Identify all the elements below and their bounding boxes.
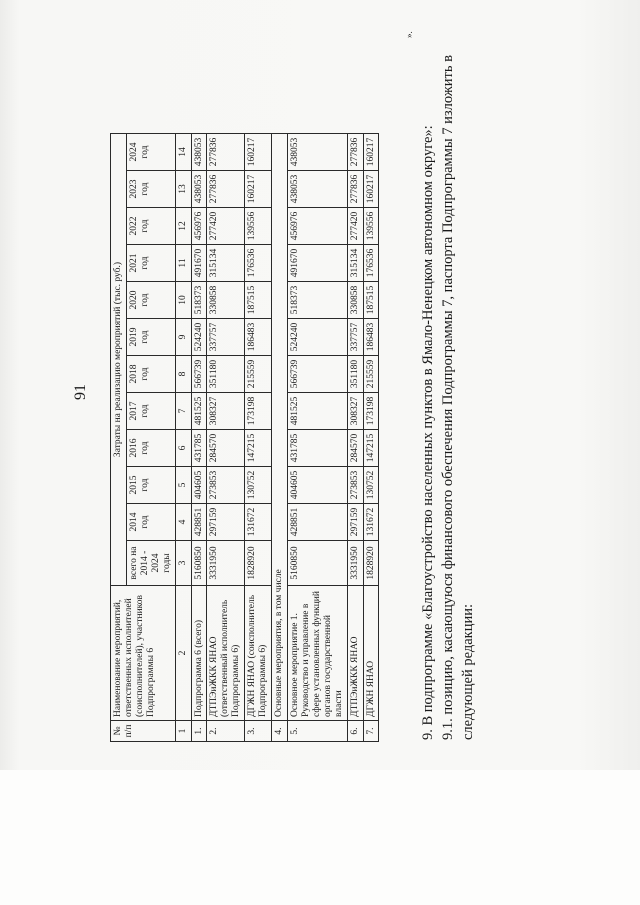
costs-table (110, 133, 379, 742)
header-year: 2020 год (126, 282, 175, 319)
column-index-cell: 2 (175, 586, 191, 721)
value-cell: 438053 (287, 171, 347, 208)
value-cell: 130752 (363, 467, 379, 504)
value-cell: 277836 (347, 134, 363, 171)
rotated-page-content (70, 20, 500, 760)
value-cell: 273853 (207, 467, 245, 504)
column-index-cell: 4 (175, 504, 191, 541)
value-cell: 438053 (191, 134, 207, 171)
row-number: 1. (191, 721, 207, 742)
value-cell: 337757 (347, 319, 363, 356)
value-cell: 491670 (287, 245, 347, 282)
column-index-cell: 11 (175, 245, 191, 282)
value-cell: 215559 (245, 356, 272, 393)
page-lower-blank (0, 770, 640, 905)
header-name: Наименование мероприятий, ответственных исполнителей (соисполнителей), участников Подпрограммы 6 (111, 586, 176, 721)
value-cell: 456976 (287, 208, 347, 245)
row-number: 5. (287, 721, 347, 742)
value-cell: 566739 (287, 356, 347, 393)
value-cell: 3331950 (207, 541, 245, 586)
header-num: № п/п (111, 721, 176, 742)
column-index-cell: 3 (175, 541, 191, 586)
header-year: 2024 год (126, 134, 175, 171)
value-cell: 566739 (191, 356, 207, 393)
value-cell: 518373 (287, 282, 347, 319)
row-number: 2. (207, 721, 245, 742)
column-index-cell: 6 (175, 430, 191, 467)
value-cell: 273853 (347, 467, 363, 504)
value-cell: 160217 (245, 171, 272, 208)
value-cell: 404605 (287, 467, 347, 504)
row-number: 6. (347, 721, 363, 742)
value-cell: 173198 (363, 393, 379, 430)
value-cell: 147215 (363, 430, 379, 467)
value-cell: 308327 (347, 393, 363, 430)
table-index-row (175, 134, 191, 742)
row-number: 3. (245, 721, 272, 742)
value-cell: 351180 (347, 356, 363, 393)
value-cell: 351180 (207, 356, 245, 393)
value-cell: 315134 (207, 245, 245, 282)
column-index-cell: 1 (175, 721, 191, 742)
column-index-cell: 12 (175, 208, 191, 245)
value-cell: 5160850 (191, 541, 207, 586)
table-row (287, 134, 347, 742)
value-cell: 1828920 (363, 541, 379, 586)
paragraph-9-1: 9.1. позицию, касающуюся финансового обеспечения Подпрограммы 7, паспорта Подпрограммы 7 изложить в (440, 55, 456, 740)
value-cell: 277836 (207, 134, 245, 171)
value-cell: 481525 (191, 393, 207, 430)
value-cell: 315134 (347, 245, 363, 282)
table-header-row (111, 134, 127, 742)
value-cell: 431785 (191, 430, 207, 467)
value-cell: 3331950 (347, 541, 363, 586)
value-cell: 147215 (245, 430, 272, 467)
column-index-cell: 5 (175, 467, 191, 504)
column-index-cell: 14 (175, 134, 191, 171)
value-cell: 524240 (287, 319, 347, 356)
page-number: 91 (72, 384, 89, 400)
value-cell: 131672 (363, 504, 379, 541)
closing-quote-mark: ». (404, 31, 414, 38)
value-cell: 431785 (287, 430, 347, 467)
header-year: 2016 год (126, 430, 175, 467)
value-cell: 308327 (207, 393, 245, 430)
table-body (191, 134, 379, 742)
value-cell: 5160850 (287, 541, 347, 586)
value-cell: 297159 (347, 504, 363, 541)
value-cell: 130752 (245, 467, 272, 504)
header-total: всего на 2014 - 2024 годы (126, 541, 175, 586)
value-cell: 173198 (245, 393, 272, 430)
value-cell: 297159 (207, 504, 245, 541)
value-cell: 438053 (191, 171, 207, 208)
table-row (191, 134, 207, 742)
value-cell: 330858 (207, 282, 245, 319)
row-name: Подпрограмма 6 (всего) (191, 586, 207, 721)
column-index-cell: 10 (175, 282, 191, 319)
value-cell: 456976 (191, 208, 207, 245)
table-row (363, 134, 379, 742)
value-cell: 491670 (191, 245, 207, 282)
value-cell: 277836 (347, 171, 363, 208)
value-cell: 277836 (207, 171, 245, 208)
table-row (272, 134, 288, 742)
value-cell: 160217 (245, 134, 272, 171)
header-year: 2023 год (126, 171, 175, 208)
column-index-cell: 8 (175, 356, 191, 393)
row-name: Основные мероприятия, в том числе (272, 134, 288, 721)
value-cell: 518373 (191, 282, 207, 319)
header-year: 2019 год (126, 319, 175, 356)
value-cell: 404605 (191, 467, 207, 504)
value-cell: 176536 (245, 245, 272, 282)
value-cell: 186483 (245, 319, 272, 356)
value-cell: 187515 (363, 282, 379, 319)
header-year: 2018 год (126, 356, 175, 393)
column-index-cell: 13 (175, 171, 191, 208)
value-cell: 438053 (287, 134, 347, 171)
column-index-cell: 7 (175, 393, 191, 430)
table-row (347, 134, 363, 742)
value-cell: 277420 (347, 208, 363, 245)
row-name: ДТПЭиЖКК ЯНАО (ответственный исполнитель Подпрограммы 6) (207, 586, 245, 721)
value-cell: 428851 (287, 504, 347, 541)
header-year: 2021 год (126, 245, 175, 282)
value-cell: 284570 (207, 430, 245, 467)
header-year: 2017 год (126, 393, 175, 430)
column-index-cell: 9 (175, 319, 191, 356)
value-cell: 330858 (347, 282, 363, 319)
value-cell: 337757 (207, 319, 245, 356)
value-cell: 524240 (191, 319, 207, 356)
value-cell: 176536 (363, 245, 379, 282)
table-row (245, 134, 272, 742)
row-name: ДГЖН ЯНАО (363, 586, 379, 721)
row-name: ДГЖН ЯНАО (соисполнитель Подпрограммы 6) (245, 586, 272, 721)
row-number: 4. (272, 721, 288, 742)
value-cell: 131672 (245, 504, 272, 541)
table-row (207, 134, 245, 742)
header-year: 2022 год (126, 208, 175, 245)
value-cell: 215559 (363, 356, 379, 393)
value-cell: 160217 (363, 134, 379, 171)
header-year: 2014 год (126, 504, 175, 541)
header-costs-group: Затраты на реализацию мероприятий (тыс. руб.) (111, 134, 127, 586)
value-cell: 277420 (207, 208, 245, 245)
header-year: 2015 год (126, 467, 175, 504)
paragraph-continuation: следующей редакции: (460, 603, 476, 740)
value-cell: 139556 (363, 208, 379, 245)
value-cell: 1828920 (245, 541, 272, 586)
value-cell: 139556 (245, 208, 272, 245)
value-cell: 284570 (347, 430, 363, 467)
value-cell: 186483 (363, 319, 379, 356)
row-name: ДТПЭиЖКК ЯНАО (347, 586, 363, 721)
value-cell: 187515 (245, 282, 272, 319)
row-name: Основное мероприятие 1. Руководство и управление в сфере установленных функций органов государственной власти (287, 586, 347, 721)
value-cell: 428851 (191, 504, 207, 541)
row-number: 7. (363, 721, 379, 742)
value-cell: 481525 (287, 393, 347, 430)
paragraph-9: 9. В подпрограмме «Благоустройство населенных пунктов в Ямало-Ненецком автономном округе»: (420, 125, 436, 740)
value-cell: 160217 (363, 171, 379, 208)
